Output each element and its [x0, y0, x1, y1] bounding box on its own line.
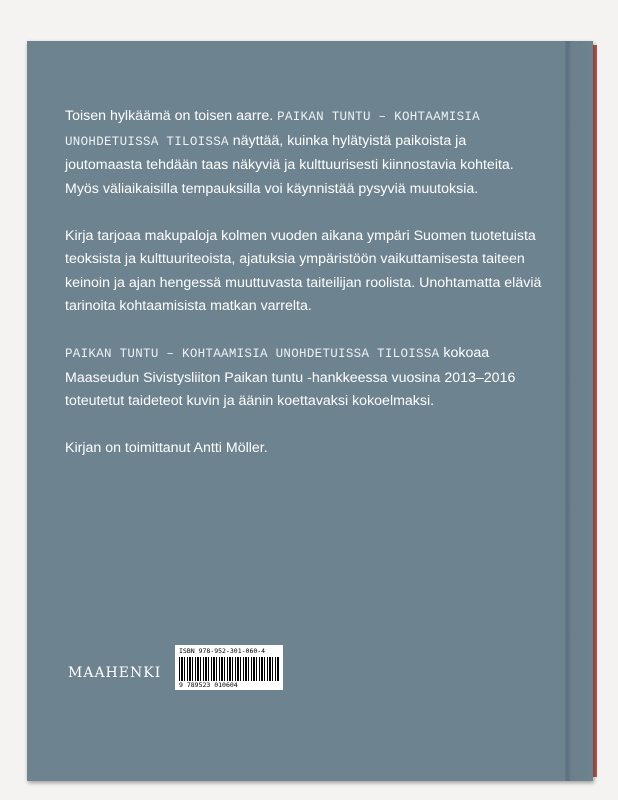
book-title-inline: PAIKAN TUNTU – KOHTAAMISIA UNOHDETUISSA TILOISSA [65, 110, 480, 149]
book-title-inline: PAIKAN TUNTU – KOHTAAMISIA UNOHDETUISSA TILOISSA [65, 347, 440, 361]
blurb-paragraph-4: Kirjan on toimittanut Antti Möller. [65, 440, 268, 456]
blurb-paragraph-3 [65, 342, 545, 414]
spine-hinge [565, 41, 593, 781]
isbn-text: ISBN 978-952-301-060-4 [179, 647, 266, 655]
blurb-p1-body: näyttää, kuinka hylätyistä paikoista ja joutomaasta tehdään taas näkyviä ja kulttuurisesti kiinnostavia kohteita. Myös väliaikaisilla tempauksilla voi käynnistää pysyviä muutoksia. [65, 132, 514, 197]
barcode-icon [179, 657, 279, 681]
blurb-paragraph-1 [65, 105, 545, 201]
publisher-logo: MAAHENKI [68, 665, 162, 681]
blurb-p1-intro: Toisen hylkäämä on toisen aarre. [65, 108, 278, 124]
blurb-p3-body: kokoaa Maaseudun Sivistysliiton Paikan tuntu -hankkeessa vuosina 2013–2016 toteutetut taideteot kuvin ja äänin koettavaksi kokoelmaksi. [65, 345, 516, 409]
spine-red-edge [593, 45, 597, 777]
isbn-barcode-label [175, 645, 283, 690]
barcode-number: 9 789523 010604 [179, 681, 238, 689]
blurb-paragraph-2: Kirja tarjoaa makupaloja kolmen vuoden aikana ympäri Suomen tuotetuista teoksista ja kulttuuriteoista, ajatuksia ympäristöön vaikuttamisesta taiteen keinoin ja ajan hengessä muuttuvasta taiteilijan roolista. Unohtamatta eläviä tarinoita kohtaamisista matkan varrelta. [65, 227, 542, 314]
blurb-text [65, 105, 545, 484]
